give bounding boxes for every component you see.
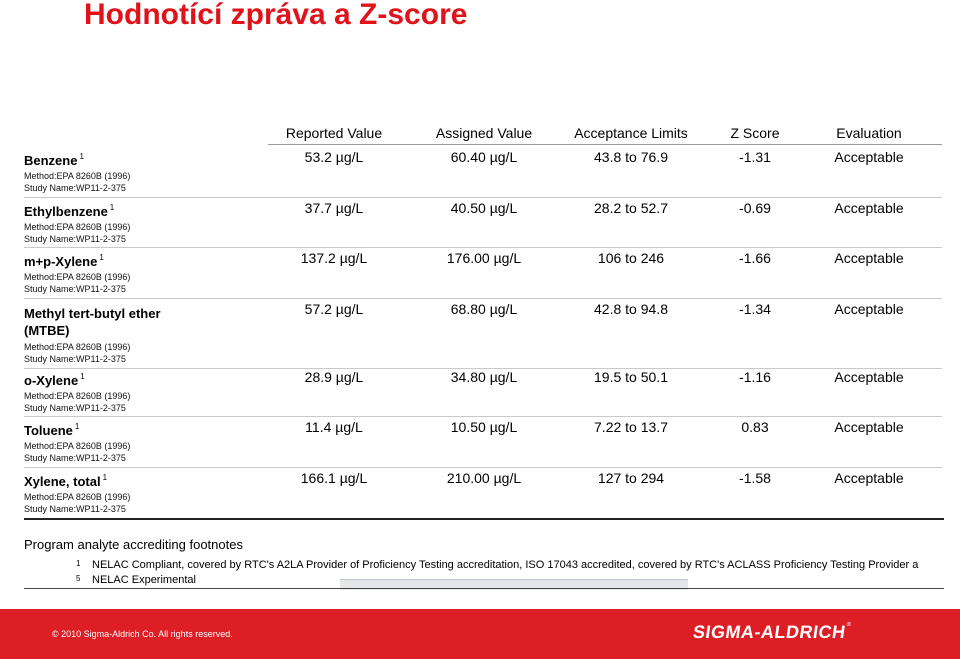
z-score: -1.66 (739, 250, 771, 266)
footnote-marker: 1 (109, 203, 115, 212)
analyte-study: Study Name:WP11-2-375 (24, 234, 126, 244)
slide-title: Hodnotící zpráva a Z-score (84, 0, 468, 31)
z-score: -1.34 (739, 301, 771, 317)
analyte-study: Study Name:WP11-2-375 (24, 284, 126, 294)
footnote-text: NELAC Experimental (92, 574, 196, 586)
col-header-acceptance-limits: Acceptance Limits (574, 125, 688, 141)
reported-value: 53.2 µg/L (304, 149, 364, 165)
reported-value: 137.2 µg/L (300, 250, 368, 266)
analyte-method: Method:EPA 8260B (1996) (24, 441, 131, 451)
analyte-name-text: m+p-Xylene (24, 254, 98, 269)
col-header-assigned-value: Assigned Value (435, 125, 533, 141)
analyte-name (24, 373, 85, 388)
analyte-study: Study Name:WP11-2-375 (24, 453, 126, 463)
z-score: -1.58 (739, 470, 771, 486)
acceptance-limits: 106 to 246 (597, 250, 665, 266)
reported-value: 37.7 µg/L (304, 200, 364, 216)
footnote-rule (24, 588, 944, 589)
col-header-reported-value: Reported Value (285, 125, 383, 141)
z-score: -1.16 (739, 369, 771, 385)
sigma-aldrich-logo (692, 622, 852, 643)
analyte-method: Method:EPA 8260B (1996) (24, 222, 131, 232)
analyte-method: Method:EPA 8260B (1996) (24, 342, 131, 352)
footnote-number: 5 (76, 574, 81, 583)
evaluation: Acceptable (834, 301, 904, 317)
footnote-text: NELAC Compliant, covered by RTC's A2LA Provider of Proficiency Testing accreditation, ISO 17043 accredited, covered by RTC's ACLASS Proficiency Testing Provider a (92, 559, 919, 571)
acceptance-limits: 28.2 to 52.7 (594, 200, 668, 216)
analyte-name-text: o-Xylene (24, 373, 79, 388)
evaluation: Acceptable (834, 470, 904, 486)
footnote-marker: 1 (80, 372, 85, 381)
header-rule (268, 144, 942, 145)
analyte-name-text: Xylene, total (24, 474, 101, 489)
analyte-name (24, 306, 163, 321)
footer-bar (0, 609, 960, 659)
assigned-value: 68.80 µg/L (450, 301, 518, 317)
footnote-marker: 1 (74, 422, 80, 431)
registered-mark: ® (846, 622, 852, 628)
row-divider (24, 298, 942, 299)
copyright-text: © 2010 Sigma-Aldrich Co. All rights reserved. (52, 629, 233, 639)
logo-text: SIGMA-ALDRICH (691, 622, 847, 642)
z-score: -0.69 (739, 200, 771, 216)
reported-value: 166.1 µg/L (300, 470, 368, 486)
analyte-name (24, 423, 79, 438)
row-divider (24, 247, 942, 248)
evaluation: Acceptable (834, 369, 904, 385)
z-score: 0.83 (741, 419, 769, 435)
analyte-method: Method:EPA 8260B (1996) (24, 171, 131, 181)
row-divider (24, 467, 942, 468)
analyte-name-text: Ethylbenzene (24, 204, 108, 219)
col-header-evaluation: Evaluation (836, 125, 902, 141)
evaluation: Acceptable (834, 149, 904, 165)
analyte-name (24, 204, 114, 219)
acceptance-limits: 127 to 294 (597, 470, 665, 486)
footnote-marker: 1 (79, 152, 84, 161)
analyte-study: Study Name:WP11-2-375 (24, 183, 126, 193)
analyte-name-text: Methyl tert-butyl ether (24, 306, 161, 321)
table-end-rule (24, 518, 944, 520)
acceptance-limits: 19.5 to 50.1 (594, 369, 668, 385)
acceptance-limits: 7.22 to 13.7 (594, 419, 668, 435)
analyte-study: Study Name:WP11-2-375 (24, 403, 126, 413)
reported-value: 57.2 µg/L (304, 301, 364, 317)
analyte-name-line2: (MTBE) (24, 323, 70, 338)
assigned-value: 210.00 µg/L (446, 470, 522, 486)
evaluation: Acceptable (834, 200, 904, 216)
analyte-method: Method:EPA 8260B (1996) (24, 272, 131, 282)
analyte-name (24, 474, 107, 489)
row-divider (24, 197, 942, 198)
z-score: -1.31 (739, 149, 771, 165)
evaluation: Acceptable (834, 419, 904, 435)
row-divider (24, 416, 942, 417)
analyte-method: Method:EPA 8260B (1996) (24, 391, 131, 401)
assigned-value: 10.50 µg/L (450, 419, 518, 435)
reported-value: 28.9 µg/L (304, 369, 364, 385)
col-header-z-score: Z Score (730, 125, 780, 141)
acceptance-limits: 43.8 to 76.9 (594, 149, 668, 165)
footnote-marker: 1 (102, 473, 108, 482)
footnote-number: 1 (76, 559, 81, 568)
analyte-name (24, 153, 84, 168)
assigned-value: 176.00 µg/L (446, 250, 522, 266)
analyte-study: Study Name:WP11-2-375 (24, 354, 126, 364)
footnotes-title: Program analyte accrediting footnotes (24, 537, 243, 552)
assigned-value: 60.40 µg/L (450, 149, 518, 165)
analyte-name-text: Toluene (24, 423, 73, 438)
assigned-value: 34.80 µg/L (450, 369, 518, 385)
analyte-study: Study Name:WP11-2-375 (24, 504, 126, 514)
acceptance-limits: 42.8 to 94.8 (594, 301, 668, 317)
analyte-name-text: Benzene (24, 153, 78, 168)
reported-value: 11.4 µg/L (305, 419, 363, 435)
assigned-value: 40.50 µg/L (450, 200, 518, 216)
analyte-method: Method:EPA 8260B (1996) (24, 492, 131, 502)
analyte-name (24, 254, 104, 269)
footnote-marker: 1 (99, 253, 104, 262)
evaluation: Acceptable (834, 250, 904, 266)
